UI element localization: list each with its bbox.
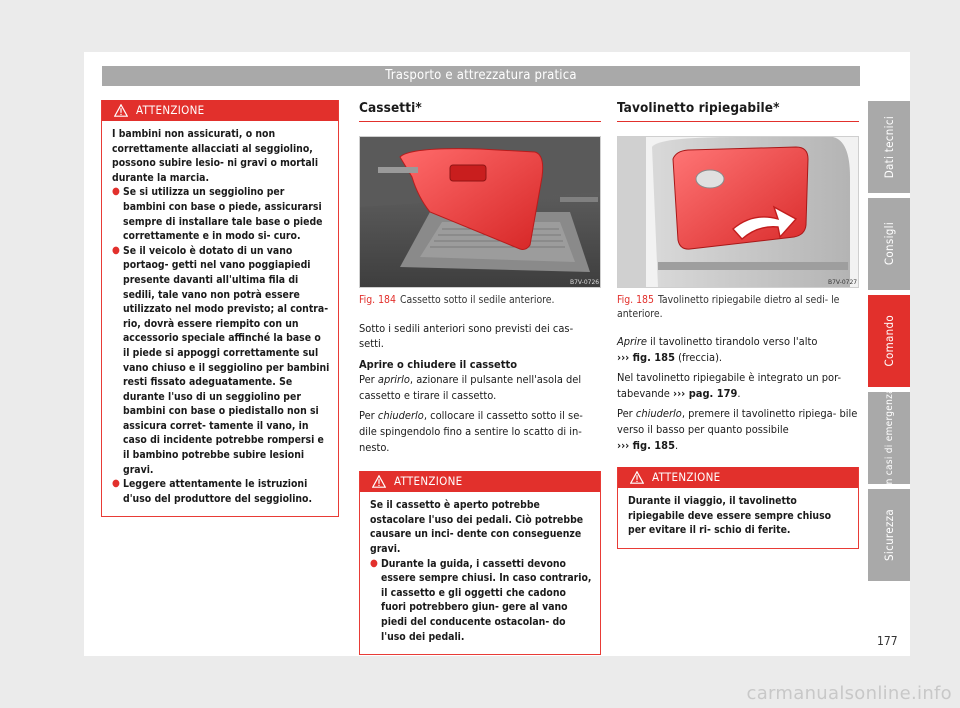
- text-run: , premere il tavolinetto ripiega- bile verso il basso per quanto possibile: [617, 407, 858, 436]
- column-right: [617, 100, 859, 549]
- text-run: , collocare il cassetto sotto il se- dile spingendolo fino a sentire lo scatto di in- nesto.: [359, 409, 583, 454]
- emphasis-close: chiuderlo: [635, 407, 682, 421]
- drawer-subhead: Aprire o chiudere il cassetto: [359, 357, 518, 371]
- warning-item: [370, 557, 592, 645]
- warning-label: ATTENZIONE: [652, 470, 721, 485]
- figure-link[interactable]: ››› fig. 185: [617, 350, 675, 364]
- warning-label: ATTENZIONE: [136, 103, 205, 117]
- bullet-icon: ●: [112, 244, 120, 256]
- watermark: carmanualsonline.info: [746, 683, 952, 704]
- warning-triangle-icon: [114, 104, 128, 117]
- warning-intro: I bambini non assicurati, o non correttamente allacciati al seggiolino, possono subire lesio- ni gravi o mortali durante la marcia.: [112, 128, 319, 184]
- warning-intro: Se il cassetto è aperto potrebbe ostacolare l'uso dei pedali. Ciò potrebbe causare un inci- dente con conseguenze gravi.: [370, 499, 584, 556]
- tab-label: Dati tecnici: [882, 115, 896, 179]
- drawer-illustration: [360, 137, 600, 287]
- page-header: Trasporto e attrezzatura pratica: [102, 66, 860, 86]
- tab-label: In casi di emergenza: [883, 388, 895, 488]
- warning-triangle-icon: [372, 475, 386, 488]
- text-run: , azionare il pulsante nell'asola del cassetto e tirare il cassetto.: [359, 373, 582, 402]
- bullet-icon: ●: [370, 557, 378, 569]
- text-run: il tavolinetto tirandolo verso l'alto: [647, 335, 818, 348]
- warning-triangle-icon: [630, 471, 644, 484]
- warning-header: [618, 467, 858, 488]
- warning-item-text: Durante la guida, i cassetti devono essere sempre chiusi. In caso contrario, il cassetto e gli oggetti che cadono fuori potrebbero giun- gere al vano piedi del conducente ostacolan- do l'uso dei pedali.: [381, 557, 592, 643]
- table-close-text: [617, 406, 859, 453]
- text-run: (freccia).: [674, 350, 723, 364]
- column-left: [101, 100, 339, 517]
- tab-sicurezza[interactable]: [868, 489, 910, 581]
- emphasis-open: aprirlo: [377, 373, 410, 387]
- figure-code: B7V-0726: [570, 279, 600, 286]
- table-cupholder-text: [617, 370, 859, 401]
- figure-caption-text: Cassetto sotto il sedile anteriore.: [399, 294, 555, 306]
- tab-dati-tecnici[interactable]: [868, 101, 910, 193]
- warning-body: [618, 488, 858, 548]
- tab-consigli[interactable]: [868, 198, 910, 290]
- warning-body: [102, 121, 338, 516]
- tab-label: Sicurezza: [882, 509, 896, 561]
- warning-item-text: Se il veicolo è dotato di un vano portaog- getti nel vano poggiapiedi presente davanti all'ultima fila di sedili, tale vano non potrà essere utilizzato nel modo previsto; al contra- rio, dovrà essere riempito con un accessorio speciale affinché la base o il piede si appoggi correttamente sul vano chiuso e il seggiolino per bambini resti fissato adeguatamente. Se durante l'uso di un seggiolino per bambini con base o piedistallo non si assicura corret- tamente il vano, in caso di incidente potrebbe rompersi e il bambino potrebbe subire lesioni gravi.: [123, 244, 330, 476]
- warning-item-text: Se si utilizza un seggiolino per bambini con base o piede, assicurarsi sempre di installare tale base o piede correttamente e in modo si- curo.: [123, 186, 323, 243]
- warning-item: [112, 185, 330, 243]
- emphasis-close: chiuderlo: [377, 409, 424, 423]
- page-number: 177: [877, 634, 898, 648]
- figure-caption-text: Tavolinetto ripiegabile dietro al sedi- le anteriore.: [617, 294, 840, 320]
- figure-caption: [359, 294, 601, 308]
- warning-box-child-seat: [101, 100, 339, 517]
- warning-body: [360, 492, 600, 654]
- bullet-icon: ●: [112, 186, 120, 198]
- figure-drawer-image: [359, 136, 601, 288]
- warning-intro: Durante il viaggio, il tavolinetto ripiegabile deve essere sempre chiuso per evitare il ri- schio di ferite.: [628, 495, 832, 537]
- warning-item: [112, 477, 330, 506]
- figure-caption: [617, 294, 859, 321]
- warning-box-drawers: [359, 471, 601, 655]
- text-run: .: [737, 386, 741, 400]
- tab-emergenza[interactable]: [868, 388, 910, 488]
- warning-box-folding-table: [617, 467, 859, 549]
- table-open-text: [617, 334, 859, 365]
- drawer-intro-text: Sotto i sedili anteriori sono previsti dei cas- setti.: [359, 321, 574, 351]
- figure-code: B7V-0727: [828, 279, 858, 286]
- text-run: Per: [617, 407, 636, 421]
- figure-table-image: [617, 136, 859, 288]
- warning-item: [112, 244, 330, 478]
- text-run: .: [674, 438, 679, 452]
- bullet-icon: ●: [112, 478, 120, 490]
- warning-header: [360, 471, 600, 492]
- warning-label: ATTENZIONE: [394, 474, 463, 489]
- emphasis-open: Aprire: [617, 335, 648, 348]
- drawer-subhead-wrap: [359, 357, 601, 404]
- text-run: Nel tavolinetto ripiegabile è integrato un por- tabevande: [617, 371, 842, 400]
- text-run: Per: [359, 409, 378, 423]
- tab-comando[interactable]: [868, 295, 910, 387]
- text-run: Per: [359, 373, 378, 387]
- folding-table-illustration: [618, 137, 858, 287]
- column-middle: [359, 100, 601, 655]
- tab-label: Consigli: [882, 222, 896, 266]
- page-link[interactable]: ››› pag. 179: [673, 386, 738, 400]
- section-title-folding-table: Tavolinetto ripiegabile*: [617, 100, 859, 122]
- warning-item-text: Leggere attentamente le istruzioni d'uso del produttore del seggiolino.: [123, 478, 313, 505]
- drawer-close-text: [359, 408, 601, 455]
- figure-link[interactable]: ››› fig. 185: [617, 438, 675, 452]
- section-title-drawers: Cassetti*: [359, 100, 601, 122]
- figure-number: Fig. 185: [617, 294, 654, 306]
- tab-label: Comando: [882, 315, 896, 367]
- warning-header: [102, 100, 338, 121]
- figure-number: Fig. 184: [359, 294, 396, 306]
